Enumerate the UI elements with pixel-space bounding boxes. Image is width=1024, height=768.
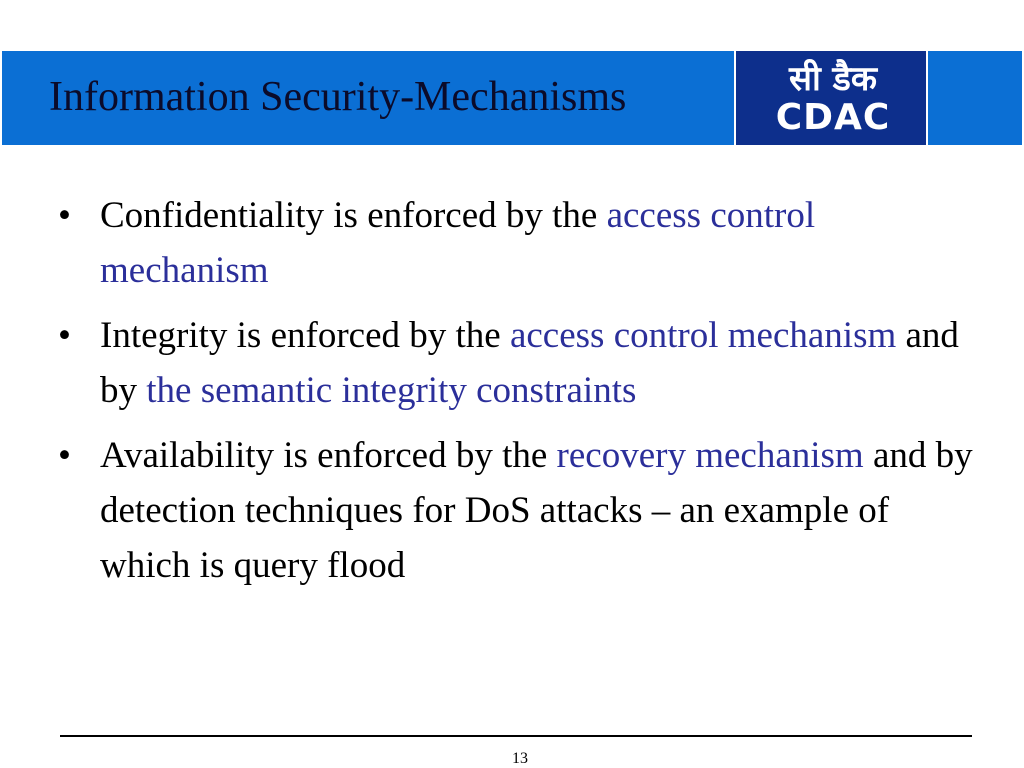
bullet-availability — [58, 428, 978, 593]
logo-latin-text: CDAC — [775, 97, 891, 138]
bullet-text — [100, 435, 973, 586]
slide-title: Information Security-Mechanisms — [49, 74, 627, 120]
bullet-glyph: • — [58, 315, 71, 356]
bullet-text-plain: Integrity is enforced by the — [100, 315, 510, 356]
bullet-text-plain: Availability is enforced by the — [100, 435, 557, 476]
bullet-list — [58, 188, 978, 603]
bullet-text-plain: and by — [100, 315, 959, 411]
bullet-glyph: • — [58, 195, 71, 236]
bullet-text-plain: Confidentiality is enforced by the — [100, 195, 607, 236]
bullet-text-highlight: access control mechanism — [100, 195, 816, 291]
bullet-integrity — [58, 308, 978, 418]
cdac-logo — [734, 51, 928, 145]
bullet-text — [100, 195, 815, 291]
footer-divider — [60, 735, 972, 737]
bullet-text-highlight: access control mechanism — [509, 315, 897, 356]
bullet-glyph: • — [58, 435, 71, 476]
page-number: 13 — [512, 750, 528, 767]
bullet-text — [100, 315, 959, 411]
logo-hindi-text: सी डैक — [789, 59, 877, 99]
bullet-text-highlight: recovery mechanism — [556, 435, 864, 476]
bullet-text-highlight: the semantic integrity constraints — [146, 370, 637, 411]
bullet-confidentiality — [58, 188, 978, 298]
bullet-text-plain: and by detection techniques for DoS attacks – an example of which is query flood — [100, 435, 973, 586]
